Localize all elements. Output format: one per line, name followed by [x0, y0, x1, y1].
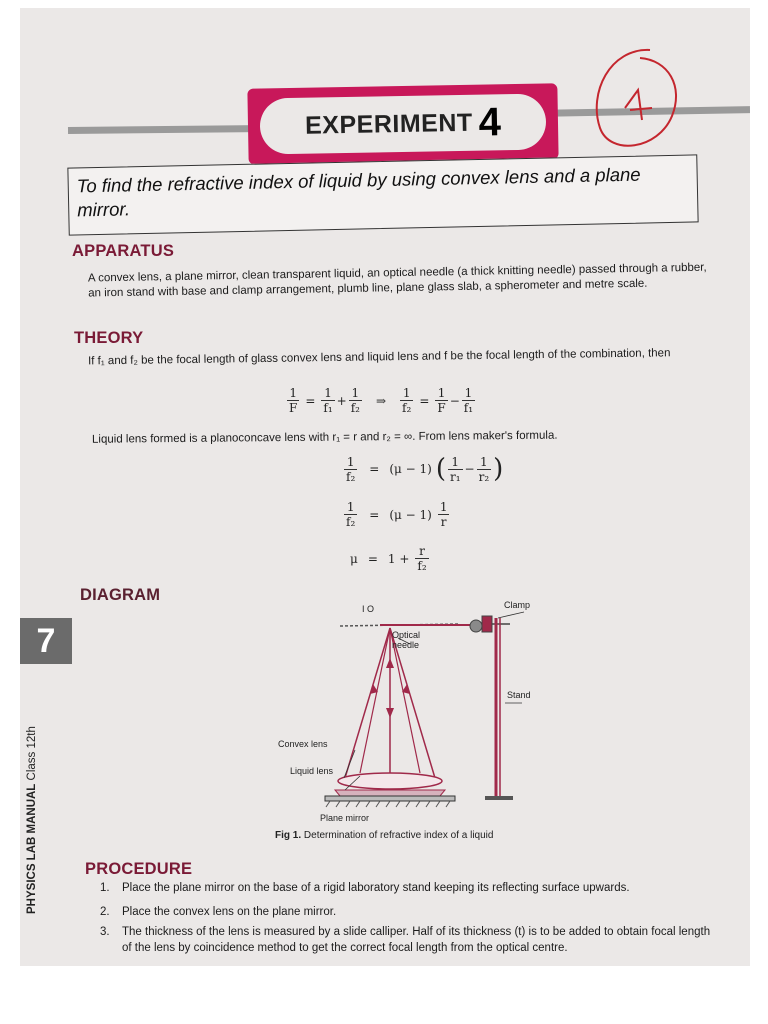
figure-caption-number: Fig 1.	[275, 830, 302, 841]
frac-eq3-lhs: $\frac{1}{\text{f₂}}$	[346, 500, 356, 529]
frac-eq2-lhs: $\frac{1}{\text{f₂}}$	[346, 454, 356, 484]
book-title-rest: Class 12th	[26, 726, 38, 781]
theory-heading: THEORY	[74, 329, 144, 347]
figure-caption	[275, 830, 493, 841]
diagram-heading: DIAGRAM	[80, 586, 161, 604]
step-text: Place the plane mirror on the base of a rigid laboratory stand keeping its reflecting surface upwards.	[122, 882, 630, 894]
procedure-step-3	[100, 924, 720, 956]
frac-1-f2: $\frac{1}{\text{f₂}}$	[350, 386, 360, 415]
chapter-number-tab: 7	[20, 618, 72, 664]
apparatus-heading: APPARATUS	[72, 242, 175, 260]
frac-1-r: $\frac{1}{r}$	[439, 500, 448, 529]
frac-1-r1: $\frac{1}{\text{r₁}}$	[449, 454, 461, 484]
plane-mirror-label: Plane mirror	[320, 813, 370, 823]
frac-1-r2: $\frac{1}{\text{r₂}}$	[478, 454, 490, 484]
needle-marks-label: I O	[362, 604, 375, 614]
experiment-banner-inner	[260, 94, 547, 155]
frac-1-F-b: $\frac{1}{F}$	[437, 386, 446, 415]
apparatus-text: A convex lens, a plane mirror, clean transparent liquid, an optical needle (a thick knitting needle) passed through a rubber, an iron stand with base and clamp arrangement, plumb line, plane glass slab, a spherometer and metre scale.	[87, 261, 707, 300]
book-title-vertical	[26, 694, 38, 914]
convex-lens-label: Convex lens	[278, 739, 328, 749]
step-number: 3.	[100, 926, 110, 938]
frac-1-f2-b: $\frac{1}{\text{f₂}}$	[402, 386, 412, 415]
equation-refractive-index: μ = 1 + $\frac{r}{\text{f₂}}$	[350, 544, 427, 573]
aim-box	[67, 154, 698, 235]
step-text: The thickness of the lens is measured by a slide calliper. Half of its thickness (t) is to be added to obtain focal length of the lens by coincidence method to get the correct focal length from the optical centre.	[122, 926, 711, 954]
step-text: Place the convex lens on the plane mirror.	[122, 906, 337, 918]
experiment-banner	[247, 83, 558, 164]
procedure-heading: PROCEDURE	[85, 860, 193, 878]
procedure-step-2	[100, 904, 720, 920]
experiment-title: EXPERIMENT	[304, 108, 473, 140]
procedure-step-1	[100, 880, 720, 896]
book-page	[20, 8, 750, 966]
step-number: 1.	[100, 882, 110, 894]
frac-1-f1-b: $\frac{1}{\text{f₁}}$	[463, 386, 474, 415]
frac-1-f1: $\frac{1}{\text{f₁}}$	[323, 386, 333, 415]
handwritten-circle-mark	[580, 38, 690, 158]
theory-line-1: If f₁ and f₂ be the focal length of glass convex lens and liquid lens and f be the focal length of the combination, then	[87, 347, 671, 368]
book-title-bold: PHYSICS LAB MANUAL	[26, 783, 38, 914]
frac-r-f2: $\frac{r}{\text{f₂}}$	[417, 544, 427, 573]
step-number: 2.	[100, 906, 110, 918]
aim-text: To find the refractive index of liquid by using convex lens and a plane mirror.	[76, 163, 641, 221]
experiment-number: 4	[478, 99, 502, 145]
equation-planoconcave: $\frac{1}{\text{f₂}}$ = (μ − 1) $\frac{1}{r}$	[346, 500, 448, 529]
optical-needle-label: Optical needle	[392, 630, 421, 650]
equation-lens-maker: $\frac{1}{\text{f₂}}$ = (μ − 1) ( $\frac{1}{\text{r₁}}$ − $\frac{1}{\text{r₂}}$ )	[346, 454, 504, 484]
liquid-lens-label: Liquid lens	[290, 766, 334, 776]
stand-label: Stand	[507, 690, 531, 700]
header-rule-left	[68, 125, 268, 134]
equation-combination: $\frac{1}{F}$ = $\frac{1}{\text{f₁}}$ + $\frac{1}{\text{f₂}}$ ⇒ $\frac{1}{\text{f₂}}$ = $\frac{1}{F}$ − $\frac{1}{\text{f₁}}$	[289, 386, 474, 415]
theory-line-2: Liquid lens formed is a planoconcave lens with r₁ = r and r₂ = ∞. From lens maker's formula.	[91, 429, 558, 446]
frac-1-F: $\frac{1}{F}$	[289, 386, 298, 415]
figure-caption-text: Determination of refractive index of a liquid	[303, 830, 494, 841]
clamp-label: Clamp	[504, 600, 531, 610]
